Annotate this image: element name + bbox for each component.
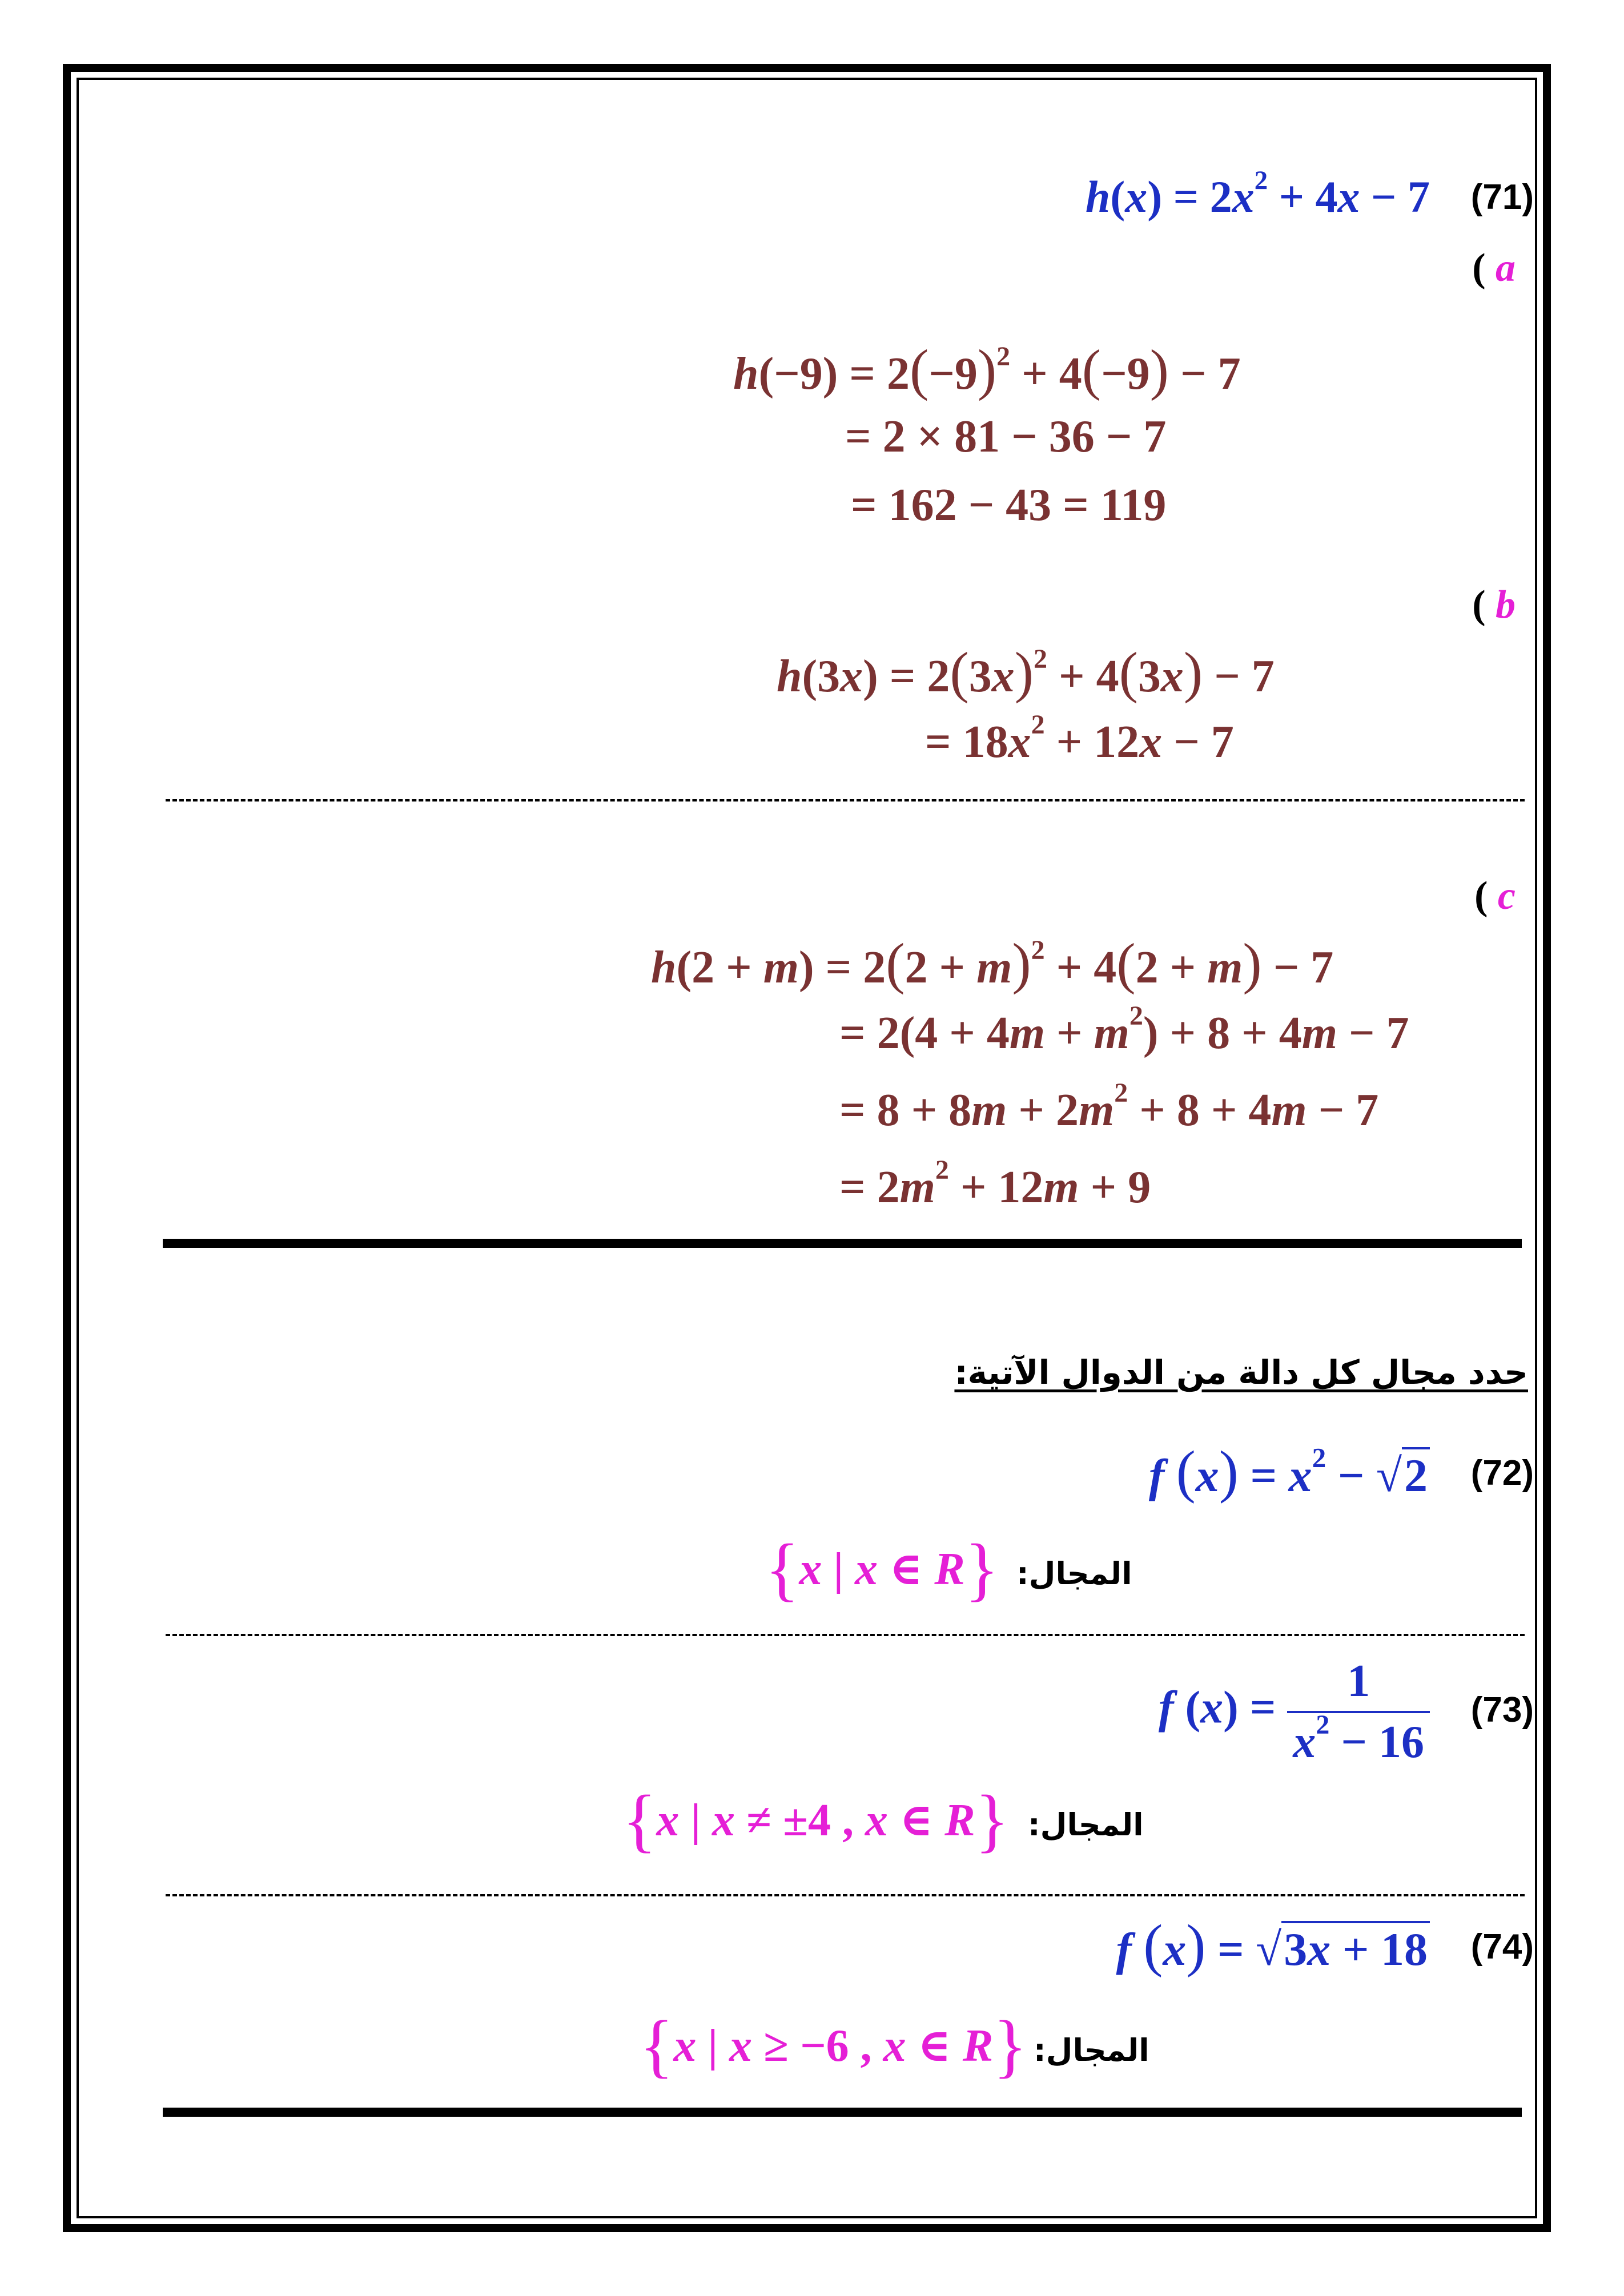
question-71-number: (71) <box>1470 178 1534 217</box>
question-73-domain-label: المجال: <box>1028 1807 1144 1843</box>
part-c-line-3: = $8 + 8m + 2m^2 + 8 + 4m - 7$ <box>839 1078 1379 1135</box>
question-71-function: $h(x) = 2x^2 + 4x - 7$ <box>1085 166 1430 221</box>
question-72-domain-set: {x | x ∈ R} <box>765 1529 999 1608</box>
question-74-function: f (x) = √3x + 18 <box>1116 1912 1430 1979</box>
part-a-line-1: $h(-9) = 2(-9)^2 + 4(-9) - 7$ <box>733 338 1241 401</box>
question-74-domain-set: {x | x ≥ −6 , x ∈ R} <box>640 2006 1027 2085</box>
question-72-function: f $(x) = x^2 - √2$ <box>1149 1439 1430 1505</box>
part-c-line-4: = $2m^2 + 12m + 9$ <box>839 1155 1151 1213</box>
question-73-domain-set: {x | x ≠ ±4 , x ∈ R} <box>622 1781 1010 1859</box>
divider-thick-2 <box>163 2108 1522 2117</box>
part-c-line-2: = $2(4 + 4m + m^2) + 8 + 4m - 7$ <box>839 1001 1409 1058</box>
question-72-number: (72) <box>1470 1453 1534 1493</box>
part-b-line-1: $h(3x) = 2(3x)^2 + 4(3x) - 7$ <box>777 641 1275 704</box>
part-c-label: ( c <box>1474 874 1516 918</box>
part-a-line-2: = 2 × 81 − 36 − 7 <box>845 412 1167 462</box>
part-a-line-3: = 162 − 43 = 119 <box>851 480 1167 530</box>
part-a-label: ( a <box>1472 246 1516 290</box>
question-74-number: (74) <box>1470 1927 1534 1967</box>
divider-dashed-3 <box>166 1894 1525 1896</box>
part-c-line-1: $h(2 + m) = 2(2 + m)^2 + 4(2 + m) - 7$ <box>651 932 1334 995</box>
question-74-domain-label: المجال: <box>1034 2032 1149 2068</box>
question-72-domain-label: المجال: <box>1016 1556 1132 1592</box>
part-b-label: ( b <box>1472 583 1516 627</box>
question-73-number: (73) <box>1470 1690 1534 1730</box>
part-b-line-2: = $18x^2 + 12x - 7$ <box>925 710 1234 767</box>
divider-dashed-1 <box>166 799 1525 801</box>
section-heading: حدد مجال كل دالة من الدوال الآتية: <box>954 1353 1528 1392</box>
divider-thick-1 <box>163 1239 1522 1248</box>
divider-dashed-2 <box>166 1634 1525 1636</box>
fraction: $\frac{1}{x^2 - 16}$ <box>1287 1655 1430 1769</box>
question-73-function: f (x) = $\frac{1}{x^2 - 16}$ <box>1159 1655 1430 1769</box>
